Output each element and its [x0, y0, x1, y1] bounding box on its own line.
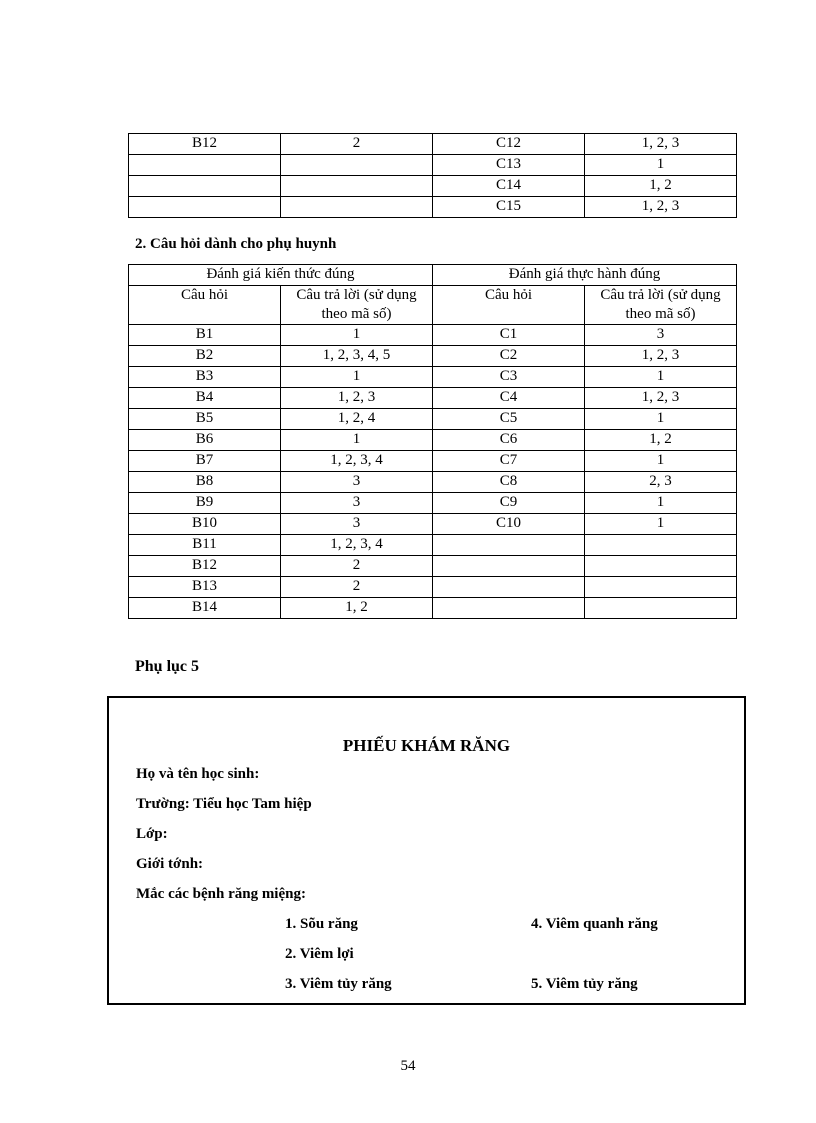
form-title: PHIẾU KHÁM RĂNG	[342, 736, 511, 755]
parent-table-cell: 1	[585, 514, 737, 535]
table-row	[129, 367, 737, 388]
top-table-cell	[129, 197, 281, 218]
parent-table-cell: 1	[281, 430, 433, 451]
page-number: 54	[400, 1058, 416, 1074]
parent-table-cell: B13	[129, 577, 281, 598]
section-heading-parents: 2. Câu hỏi dành cho phụ huynh	[135, 236, 337, 252]
parent-table-cell: B10	[129, 514, 281, 535]
parent-table-cell: 1, 2, 3	[585, 346, 737, 367]
top-table-cell: C14	[433, 176, 585, 197]
parent-table-cell: B7	[129, 451, 281, 472]
group-knowledge-header: Đánh giá kiến thức đúng	[129, 265, 433, 286]
table-row	[129, 176, 737, 197]
parent-table-cell: 1, 2, 3, 4	[281, 535, 433, 556]
top-answer-table	[128, 133, 737, 218]
top-table-cell: C13	[433, 155, 585, 176]
parent-table-cell: 2	[281, 577, 433, 598]
col-question-b: Câu hỏi	[129, 286, 281, 325]
group-practice-header: Đánh giá thực hành đúng	[433, 265, 737, 286]
parent-table-cell: C2	[433, 346, 585, 367]
parent-table-cell: 1	[281, 367, 433, 388]
parent-table-cell: 1	[585, 409, 737, 430]
table-row	[129, 472, 737, 493]
appendix-heading: Phụ lục 5	[135, 658, 200, 675]
parent-table-cell: B6	[129, 430, 281, 451]
gender-label: Giới tớnh:	[136, 856, 204, 872]
top-table-cell: 1, 2, 3	[585, 134, 737, 155]
top-table-cell: C15	[433, 197, 585, 218]
table-row	[129, 535, 737, 556]
table-row	[129, 451, 737, 472]
top-table-cell: 2	[281, 134, 433, 155]
parent-answer-table-body	[129, 325, 737, 619]
table-row	[129, 346, 737, 367]
parent-table-cell: 1	[585, 451, 737, 472]
top-answer-table-body	[129, 134, 737, 218]
col-answer-c: Câu trả lời (sử dụng theo mã số)	[585, 286, 737, 325]
top-table-cell	[129, 155, 281, 176]
table-row	[129, 197, 737, 218]
parent-table-cell: 1, 2, 3	[281, 388, 433, 409]
parent-table-cell: B5	[129, 409, 281, 430]
col-answer-b: Câu trả lời (sử dụng theo mã số)	[281, 286, 433, 325]
parent-table-cell	[585, 535, 737, 556]
table-row	[129, 430, 737, 451]
parent-table-cell: 1, 2	[281, 598, 433, 619]
parent-table-cell: B12	[129, 556, 281, 577]
parent-table-cell	[433, 535, 585, 556]
table-row	[129, 577, 737, 598]
parent-table-cell	[433, 577, 585, 598]
parent-table-cell: C1	[433, 325, 585, 346]
parent-table-cell: C6	[433, 430, 585, 451]
parent-table-cell: 1, 2, 3, 4, 5	[281, 346, 433, 367]
parent-table-cell: C3	[433, 367, 585, 388]
parent-table-cell: 2	[281, 556, 433, 577]
parent-table-cell: C9	[433, 493, 585, 514]
table-row	[129, 493, 737, 514]
col-question-c: Câu hỏi	[433, 286, 585, 325]
parent-table-cell: 1	[585, 493, 737, 514]
parent-table-cell: 1	[281, 325, 433, 346]
dental-exam-form	[107, 696, 746, 1005]
disease-option-1: 1. Sõu răng	[285, 916, 358, 932]
parent-table-cell: C10	[433, 514, 585, 535]
parent-table-cell: 1, 2, 3, 4	[281, 451, 433, 472]
parent-table-cell: 1	[585, 367, 737, 388]
parent-table-cell: B1	[129, 325, 281, 346]
column-header-row	[129, 286, 737, 325]
parent-table-cell	[433, 598, 585, 619]
top-table-cell: 1, 2	[585, 176, 737, 197]
parent-table-cell: 3	[585, 325, 737, 346]
parent-table-cell: 3	[281, 493, 433, 514]
diseases-label: Mắc các bệnh răng miệng:	[136, 886, 306, 902]
parent-table-cell	[585, 577, 737, 598]
top-table-cell: B12	[129, 134, 281, 155]
parent-table-cell: 1, 2, 3	[585, 388, 737, 409]
student-name-label: Họ và tên học sinh:	[136, 766, 260, 782]
top-table-cell	[281, 176, 433, 197]
parent-table-cell: B8	[129, 472, 281, 493]
disease-option-2: 2. Viêm lợi	[285, 946, 354, 962]
parent-table-cell: 3	[281, 514, 433, 535]
disease-option-4: 4. Viêm quanh răng	[531, 916, 658, 932]
top-table-cell	[281, 155, 433, 176]
parent-table-cell: 2, 3	[585, 472, 737, 493]
parent-table-cell	[433, 556, 585, 577]
parent-table-cell: B4	[129, 388, 281, 409]
table-row	[129, 155, 737, 176]
top-table-cell	[129, 176, 281, 197]
parent-table-cell	[585, 598, 737, 619]
parent-table-cell: B14	[129, 598, 281, 619]
parent-table-cell: B11	[129, 535, 281, 556]
top-table-cell: 1	[585, 155, 737, 176]
parent-table-cell: 1, 2, 4	[281, 409, 433, 430]
parent-table-cell: C7	[433, 451, 585, 472]
parent-table-cell: C4	[433, 388, 585, 409]
parent-table-cell: B2	[129, 346, 281, 367]
table-row	[129, 388, 737, 409]
top-table-cell: C12	[433, 134, 585, 155]
disease-option-3: 3. Viêm tủy răng	[285, 976, 392, 992]
parent-table-cell: B9	[129, 493, 281, 514]
table-row	[129, 598, 737, 619]
parent-table-cell	[585, 556, 737, 577]
parent-table-cell: 3	[281, 472, 433, 493]
parent-table-cell: 1, 2	[585, 430, 737, 451]
parent-table-cell: C5	[433, 409, 585, 430]
table-row	[129, 134, 737, 155]
parent-table-cell: B3	[129, 367, 281, 388]
class-label: Lớp:	[136, 826, 168, 842]
group-header-row	[129, 265, 737, 286]
disease-option-5: 5. Viêm tủy răng	[531, 976, 638, 992]
parent-answer-table	[128, 264, 737, 619]
parent-table-cell: C8	[433, 472, 585, 493]
school-label: Trường: Tiểu học Tam hiệp	[136, 796, 312, 812]
top-table-cell: 1, 2, 3	[585, 197, 737, 218]
table-row	[129, 556, 737, 577]
table-row	[129, 409, 737, 430]
table-row	[129, 514, 737, 535]
table-row	[129, 325, 737, 346]
top-table-cell	[281, 197, 433, 218]
